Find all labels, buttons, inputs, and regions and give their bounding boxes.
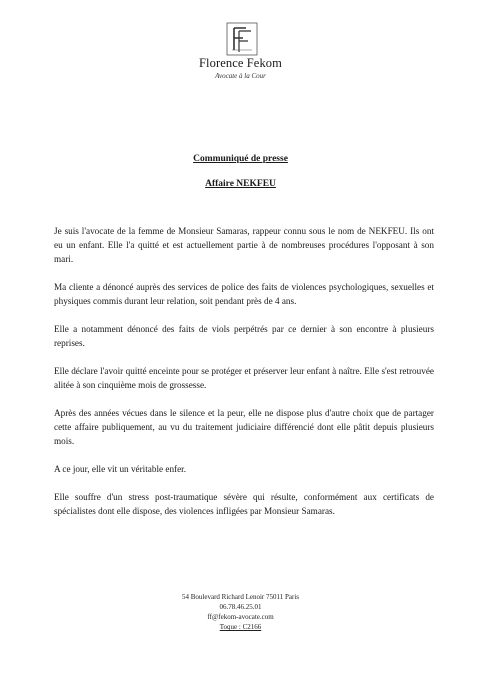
paragraph: Elle souffre d'un stress post-traumatique sévère qui résulte, conformément aux certificats de spécialistes dont elle dispose, des violences infligées par Monsieur Samaras. xyxy=(54,492,434,516)
body-text xyxy=(54,224,434,532)
footer-phone: 06.78.46.25.01 xyxy=(219,603,262,611)
paragraph: A ce jour, elle vit un véritable enfer. xyxy=(54,464,187,474)
letterhead-name: Florence Fekom xyxy=(199,56,282,70)
case-heading: Affaire NEKFEU xyxy=(205,179,276,189)
footer xyxy=(0,592,481,632)
letterhead-title: Avocate à la Cour xyxy=(215,72,266,80)
ff-monogram-icon xyxy=(226,22,258,56)
footer-address: 54 Boulevard Richard Lenoir 75011 Paris xyxy=(182,593,299,601)
press-release-heading: Communiqué de presse xyxy=(193,154,288,164)
paragraph: Elle déclare l'avoir quitté enceinte pour se protéger et préserver leur enfant à naître. Elle s'est retrouvée alitée à son cinquième mois de grossesse. xyxy=(54,366,434,390)
footer-email: ff@fekom-avocate.com xyxy=(207,613,274,621)
paragraph: Après des années vécues dans le silence et la peur, elle ne dispose plus d'autre choix que de partager cette affaire publiquement, au vu du traitement judiciaire différencié dont elle pâtit depuis plusieurs mois. xyxy=(54,408,434,446)
paragraph: Elle a notamment dénoncé des faits de viols perpétrés par ce dernier à son encontre à plusieurs reprises. xyxy=(54,324,434,348)
paragraph: Ma cliente a dénoncé auprès des services de police des faits de violences psychologiques, sexuelles et physiques commis durant leur relation, soit pendant près de 4 ans. xyxy=(54,282,434,306)
paragraph: Je suis l'avocate de la femme de Monsieur Samaras, rappeur connu sous le nom de NEKFEU. Ils ont eu un enfant. Elle l'a quitté et est actuellement partie à de nombreuses procédures l'opposant à son mari. xyxy=(54,226,434,264)
footer-toque: Toque : C2166 xyxy=(219,623,262,631)
